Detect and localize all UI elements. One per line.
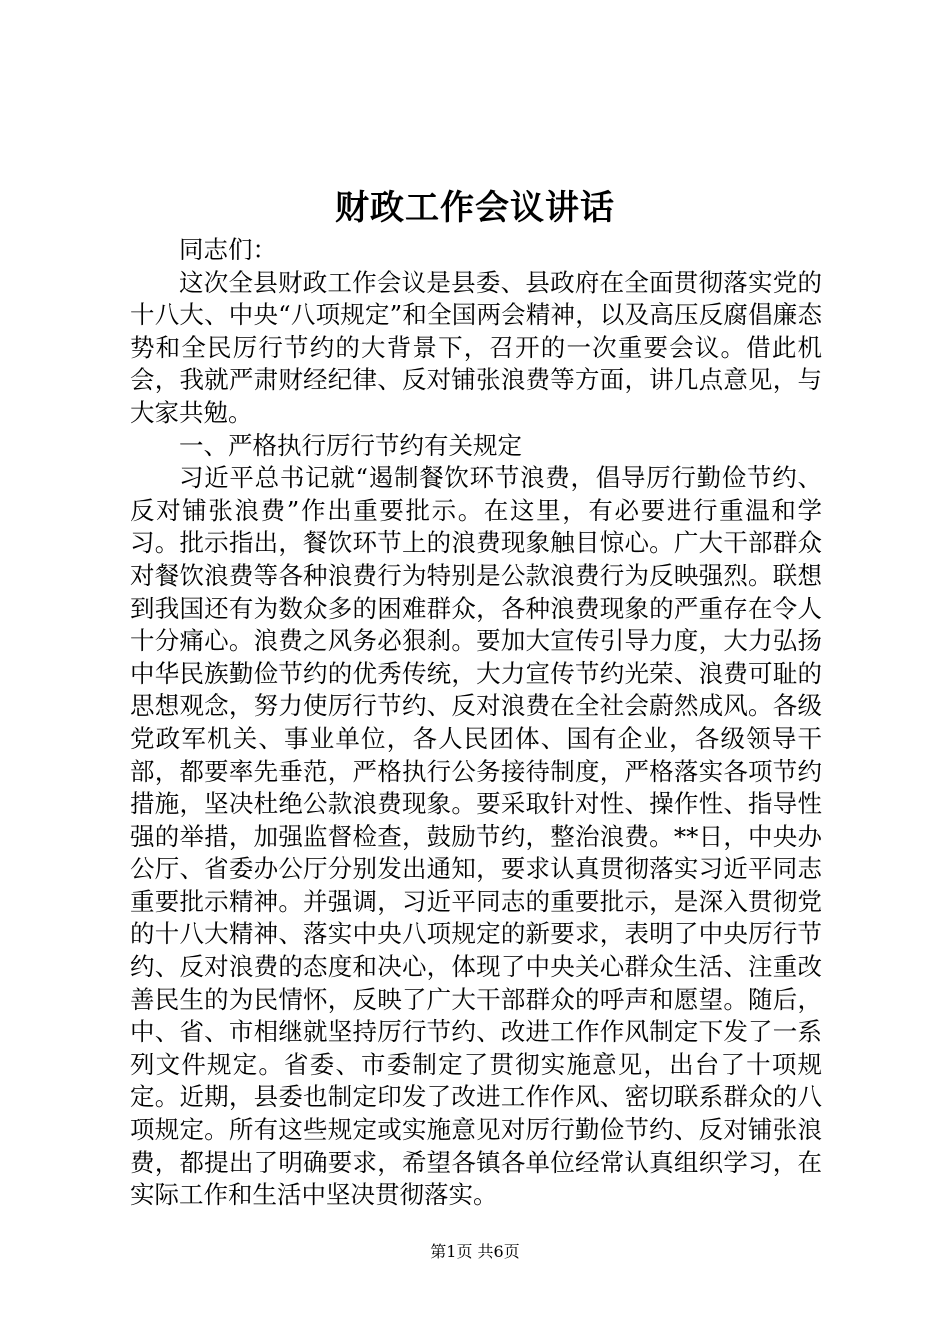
document-body <box>130 234 822 1212</box>
document-title: 财政工作会议讲话 <box>335 188 615 228</box>
section-heading: 一、严格执行厉行节约有关规定 <box>179 430 522 460</box>
intro-paragraph: 这次全县财政工作会议是县委、县政府在全面贯彻落实党的十八大、中央“八项规定”和全国两会精神，以及高压反腐倡廉态势和全民厉行节约的大背景下，召开的一次重要会议。借此机会，我就严肃财经纪律、反对铺张浪费等方面，讲几点意见，与大家共勉。 <box>130 267 822 427</box>
page-number-footer: 第1页 共6页 <box>430 1242 520 1261</box>
salutation-paragraph: 同志们： <box>179 235 277 264</box>
section-paragraph: 习近平总书记就“遏制餐饮环节浪费，倡导厉行勤俭节约、反对铺张浪费”作出重要批示。在这里，有必要进行重温和学习。批示指出，餐饮环节上的浪费现象触目惊心。广大干部群众对餐饮浪费等各种浪费行为特别是公款浪费行为反映强烈。联想到我国还有为数众多的困难群众，各种浪费现象的严重存在令人十分痛心。浪费之风务必狠刹。要加大宣传引导力度，大力弘扬中华民族勤俭节约的优秀传统，大力宣传节约光荣、浪费可耻的思想观念，努力使厉行节约、反对浪费在全社会蔚然成风。各级党政军机关、事业单位，各人民团体、国有企业，各级领导干部，都要率先垂范，严格执行公务接待制度，严格落实各项节约措施，坚决杜绝公款浪费现象。要采取针对性、操作性、指导性强的举措，加强监督检查，鼓励节约，整治浪费。**日，中央办公厅、省委办公厅分别发出通知，要求认真贯彻落实习近平同志重要批示精神。并强调，习近平同志的重要批示，是深入贯彻党的十八大精神、落实中央八项规定的新要求，表明了中央厉行节约、反对浪费的态度和决心，体现了中央关心群众生活、注重改善民生的为民情怀，反映了广大干部群众的呼声和愿望。随后，中、省、市相继就坚持厉行节约、改进工作作风制定下发了一系列文件规定。省委、市委制定了贯彻实施意见，出台了十项规定。近期，县委也制定印发了改进工作作风、密切联系群众的八项规定。所有这些规定或实施意见对厉行勤俭节约、反对铺张浪费，都提出了明确要求，希望各镇各单位经常认真组织学习，在实际工作和生活中坚决贯彻落实。 <box>130 463 822 1210</box>
